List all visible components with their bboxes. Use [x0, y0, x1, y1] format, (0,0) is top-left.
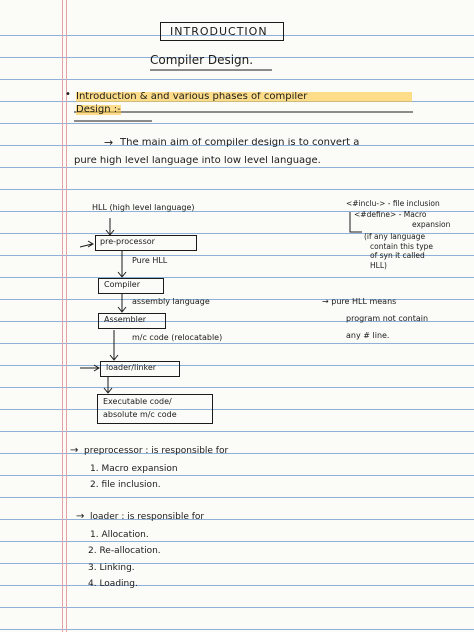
loader-item-3: 3. Linking. [88, 563, 135, 573]
arrow-icon: → [76, 511, 85, 522]
bullet: • [65, 89, 71, 100]
arrow-icon: → [104, 136, 114, 149]
define-note-1: <#define> - Macro [354, 210, 427, 219]
pure-hll-note-1: → pure HLL means [322, 297, 397, 306]
preprocessor-label: pre-processor [100, 237, 155, 246]
condition-note-3: of syn it called [370, 251, 425, 260]
executable-line-2: absolute m/c code [103, 410, 177, 419]
condition-note-2: contain this type [370, 242, 434, 251]
assembler-label: Assembler [104, 315, 147, 324]
hll-label: HLL (high level language) [92, 203, 195, 212]
preprocessor-item-2: 2. file inclusion. [90, 480, 161, 490]
pure-hll-note-2: program not contain [346, 314, 429, 323]
page-subheading: Compiler Design. [150, 53, 254, 67]
include-note: <#inclu-> - file inclusion [346, 199, 440, 208]
mc-code-label: m/c code (relocatable) [132, 333, 223, 342]
loader-item-2: 2. Re-allocation. [88, 546, 161, 556]
arrow-icon: → [70, 445, 79, 456]
loader-item-1: 1. Allocation. [90, 530, 149, 540]
preprocessor-title: preprocessor : is responsible for [84, 446, 229, 456]
page-heading: INTRODUCTION [170, 25, 268, 38]
topic-line-1: Introduction & and various phases of compiler [76, 92, 412, 102]
pure-hll-label: Pure HLL [132, 256, 168, 265]
aim-line-1: The main aim of compiler design is to convert a [120, 138, 360, 148]
assembly-label: assembly language [132, 297, 210, 306]
executable-line-1: Executable code/ [103, 397, 172, 406]
condition-note-4: HLL) [370, 261, 387, 270]
define-note-2: expansion [412, 220, 451, 229]
aim-line-2: pure high level language into low level language. [74, 156, 321, 166]
topic-line-2: Design :- [76, 104, 121, 115]
preprocessor-item-1: 1. Macro expansion [90, 464, 178, 474]
pure-hll-note-3: any # line. [346, 331, 390, 340]
loader-item-4: 4. Loading. [88, 579, 138, 589]
condition-note-1: (if any language [364, 232, 426, 241]
loader-title: loader : is responsible for [90, 512, 205, 522]
compiler-label: Compiler [104, 280, 141, 289]
loader-label: loader/linker [106, 363, 157, 372]
